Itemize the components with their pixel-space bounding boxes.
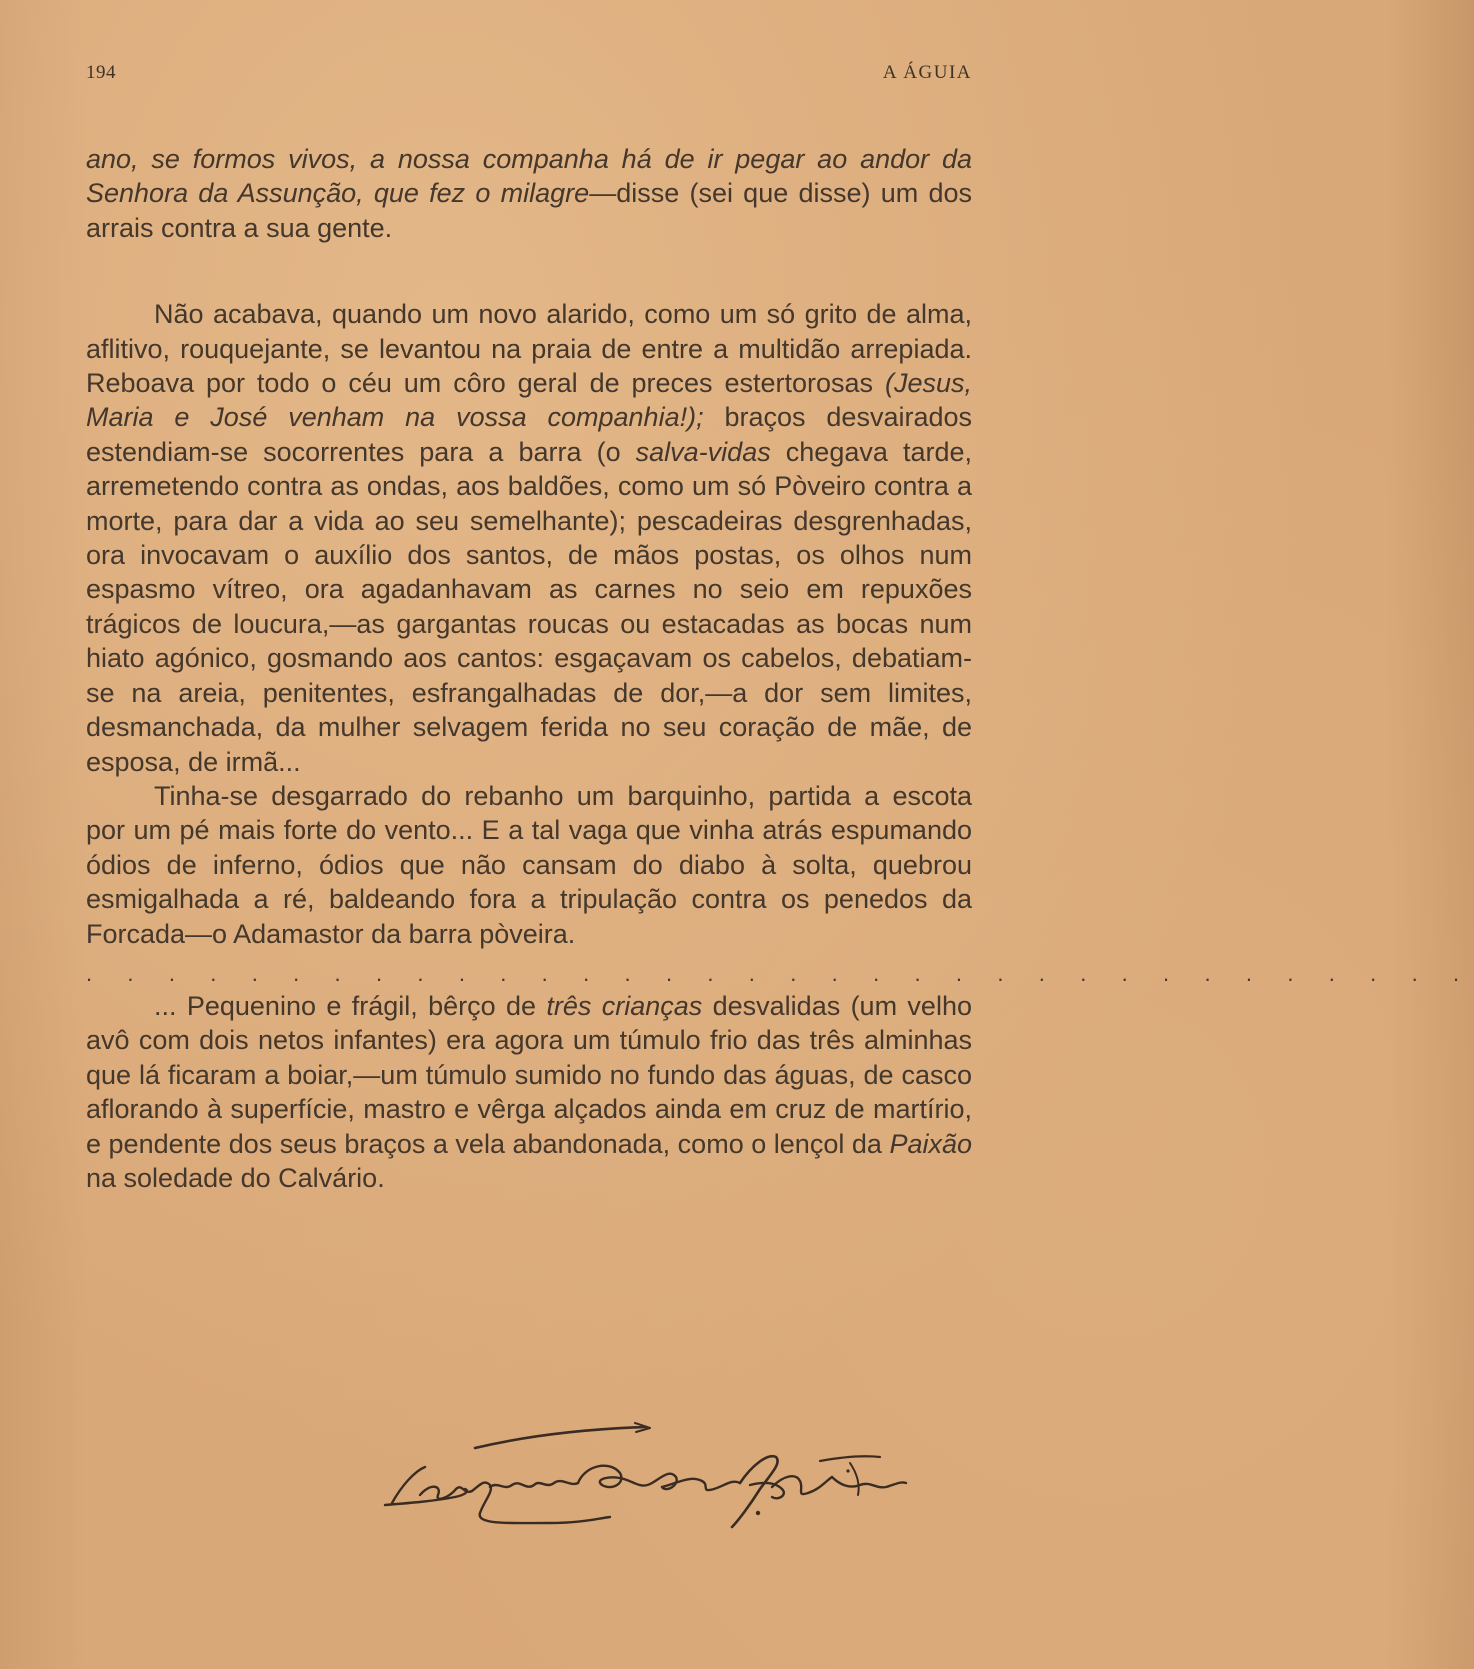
- paragraph-2-part-e: chegava tarde, arremetendo contra as ondas, aos baldões, como um só Pòveiro contra a morte, para dar a vida ao seu semelhante); pescadeiras desgrenhadas, ora invocavam o auxílio dos santos, de mãos postas, os olhos num espasmo vítreo, ora agadanhavam as carnes no seio em repuxões trágicos de loucura,—as gargantas roucas ou estacadas as bocas num hiato agónico, gosmando aos cantos: esgaçavam os cabelos, debatiam-se na areia, penitentes, esfrangalhadas de dor,—a dor sem limites, desmanchada, da mulher selvagem ferida no seu coração de mãe, de esposa, de irmã...: [86, 436, 972, 777]
- paragraph-1: [86, 142, 972, 245]
- paragraph-3: Tinha-se desgarrado do rebanho um barquinho, partida a escota por um pé mais forte do vento... E a tal vaga que vinha atrás espumando ódios de inferno, ódios que não cansam do diabo à solta, quebrou esmigalhada a ré, baldeando fora a tripulação contra os penedos da Forcada—o Adamastor da barra pòveira.: [86, 780, 972, 949]
- paragraph-4-part-c: desvalidas (um velho avô com dois netos infantes) era agora um túmulo frio das três alminhas que lá ficaram a boiar,—um túmulo sumido no fundo das águas, de casco aflorando à superfície, mastro e vêrga alçados ainda em cruz de martírio, e pendente dos seus braços a vela abandonada, como o lençol da: [86, 990, 972, 1159]
- page-header: [86, 62, 972, 88]
- paragraph-2-part-c: braços desvairados estendiam-se socorrentes para a barra (o: [86, 402, 972, 467]
- paragraph-1-italic: ano, se formos vivos, a nossa companha há de ir pegar ao andor da Senhora da Assunção, que fez o milagre: [86, 144, 972, 209]
- page-number: 194: [86, 62, 116, 83]
- running-title: A ÁGUIA: [882, 62, 972, 83]
- paragraph-2-prayer-italic: (Jesus, Maria e José venham na vossa companhia!);: [86, 368, 972, 433]
- section-dot-separator: . . . . . . . . . . . . . . . . . . . . . . . . . . . . . . . . . .: [86, 960, 1474, 986]
- handwritten-signature: [380, 1405, 940, 1525]
- body-text: [86, 142, 1474, 1195]
- paragraph-4-criancas-italic: três crianças: [546, 990, 703, 1021]
- paragraph-4-part-e: na soledade do Calvário.: [86, 1162, 385, 1193]
- paragraph-4-paixao-italic: Paixão: [889, 1128, 972, 1159]
- paragraph-4: [86, 989, 972, 1195]
- paragraph-1-rest: —disse (sei que disse) um dos arrais contra a sua gente.: [86, 178, 972, 243]
- paragraph-4-part-a: ... Pequenino e frágil, bêrço de: [154, 990, 547, 1021]
- paragraph-2: [86, 297, 972, 779]
- paragraph-2-salva-vidas-italic: salva-vidas: [635, 436, 771, 467]
- paragraph-2-part-a: Não acabava, quando um novo alarido, como um só grito de alma, aflitivo, rouquejante, se levantou na praia de entre a multidão arrepiada. Reboava por todo o céu um côro geral de preces estertorosas: [86, 299, 972, 399]
